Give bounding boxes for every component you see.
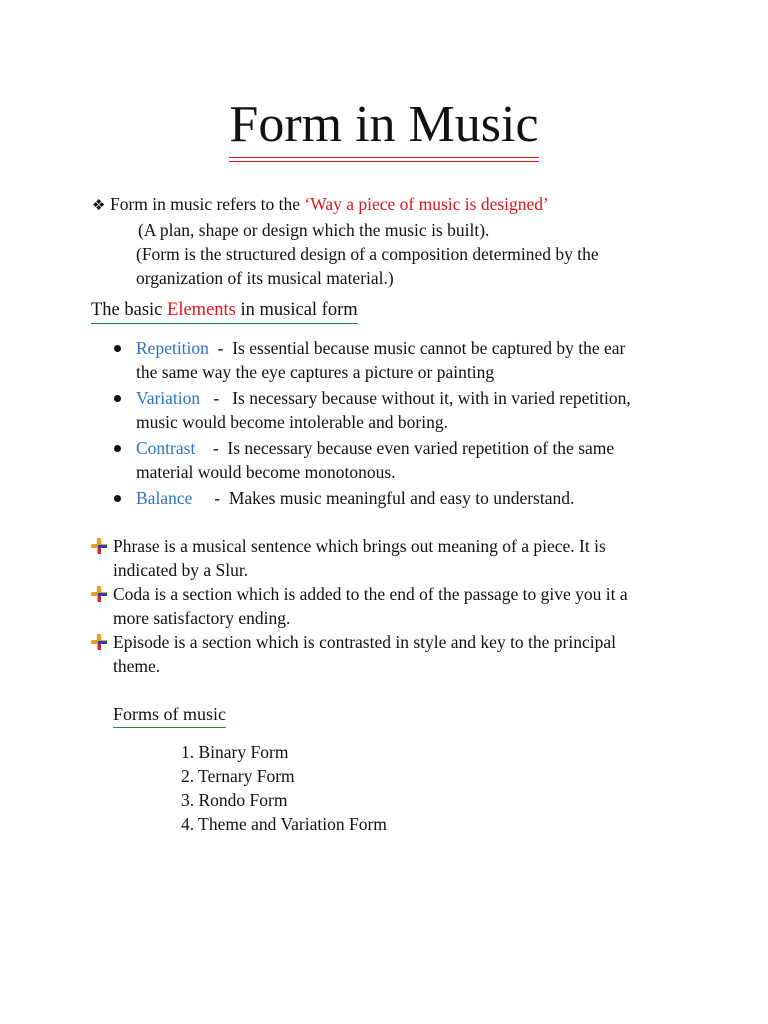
elements-heading-underlined <box>91 298 358 324</box>
element-desc-line-1: Makes music meaningful and easy to understand. <box>228 488 575 508</box>
forms-heading-text: Forms of music <box>113 702 226 728</box>
intro-highlight: ‘Way a piece of music is designed’ <box>304 194 549 214</box>
definition-line-1: Phrase is a musical sentence which brings out meaning of a piece. It is <box>113 536 606 556</box>
list-item <box>112 386 687 434</box>
element-desc-line-2: material would become monotonous. <box>136 462 396 482</box>
definition-item <box>90 582 690 630</box>
pin-bullet-icon <box>90 633 108 651</box>
intro-line-1 <box>92 192 712 218</box>
list-item: 2. Ternary Form <box>181 766 295 786</box>
element-term: Repetition <box>136 338 209 358</box>
element-term: Balance <box>136 488 193 508</box>
elements-heading <box>91 298 358 324</box>
element-term: Contrast <box>136 438 196 458</box>
title-text: Form in Music <box>229 92 538 158</box>
definition-line-2: more satisfactory ending. <box>113 608 291 628</box>
element-desc-line-2: the same way the eye captures a picture or painting <box>136 362 495 382</box>
elements-heading-before: The basic <box>91 300 168 320</box>
definition-line-2: theme. <box>113 656 161 676</box>
pin-bullet-icon <box>90 585 108 603</box>
list-item <box>112 436 687 484</box>
definitions-section <box>90 534 690 678</box>
elements-heading-after: in musical form <box>235 300 358 320</box>
definition-line-2: indicated by a Slur. <box>113 560 249 580</box>
list-item <box>112 486 687 510</box>
intro-section <box>92 192 712 290</box>
definition-line-1: Episode is a section which is contrasted in style and key to the principal <box>113 632 617 652</box>
elements-list <box>112 336 687 512</box>
intro-line-4: organization of its musical material.) <box>136 268 394 288</box>
element-desc-line-1: Is essential because music cannot be captured by the ear <box>232 338 626 358</box>
definition-line-1: Coda is a section which is added to the end of the passage to give you it a <box>113 584 628 604</box>
definition-item <box>90 630 690 678</box>
element-desc-line-1: Is necessary because without it, with in varied repetition, <box>232 388 631 408</box>
round-bullet-icon <box>114 495 121 502</box>
elements-heading-highlight: Elements <box>167 300 236 320</box>
element-separator: - <box>200 388 233 408</box>
round-bullet-icon <box>114 445 121 452</box>
forms-list <box>181 740 387 836</box>
page-title <box>0 92 768 158</box>
intro-line-2: (A plan, shape or design which the music is built). <box>138 220 490 240</box>
round-bullet-icon <box>114 345 121 352</box>
pin-bullet-icon <box>90 537 108 555</box>
element-term: Variation <box>136 388 201 408</box>
intro-line-3: (Form is the structured design of a composition determined by the <box>136 244 599 264</box>
intro-prefix: Form in music refers to the <box>110 194 305 214</box>
list-item: 3. Rondo Form <box>181 790 288 810</box>
list-item: 1. Binary Form <box>181 742 289 762</box>
list-item: 4. Theme and Variation Form <box>181 814 387 834</box>
element-separator: - <box>208 338 233 358</box>
element-desc-line-1: Is necessary because even varied repetition of the same <box>227 438 615 458</box>
round-bullet-icon <box>114 395 121 402</box>
element-separator: - <box>195 438 228 458</box>
element-desc-line-2: music would become intolerable and boring. <box>136 412 449 432</box>
forms-heading <box>113 702 226 728</box>
list-item <box>112 336 687 384</box>
element-separator: - <box>192 488 229 508</box>
definition-item <box>90 534 690 582</box>
diamond-bullet-icon: ❖ <box>92 198 106 214</box>
